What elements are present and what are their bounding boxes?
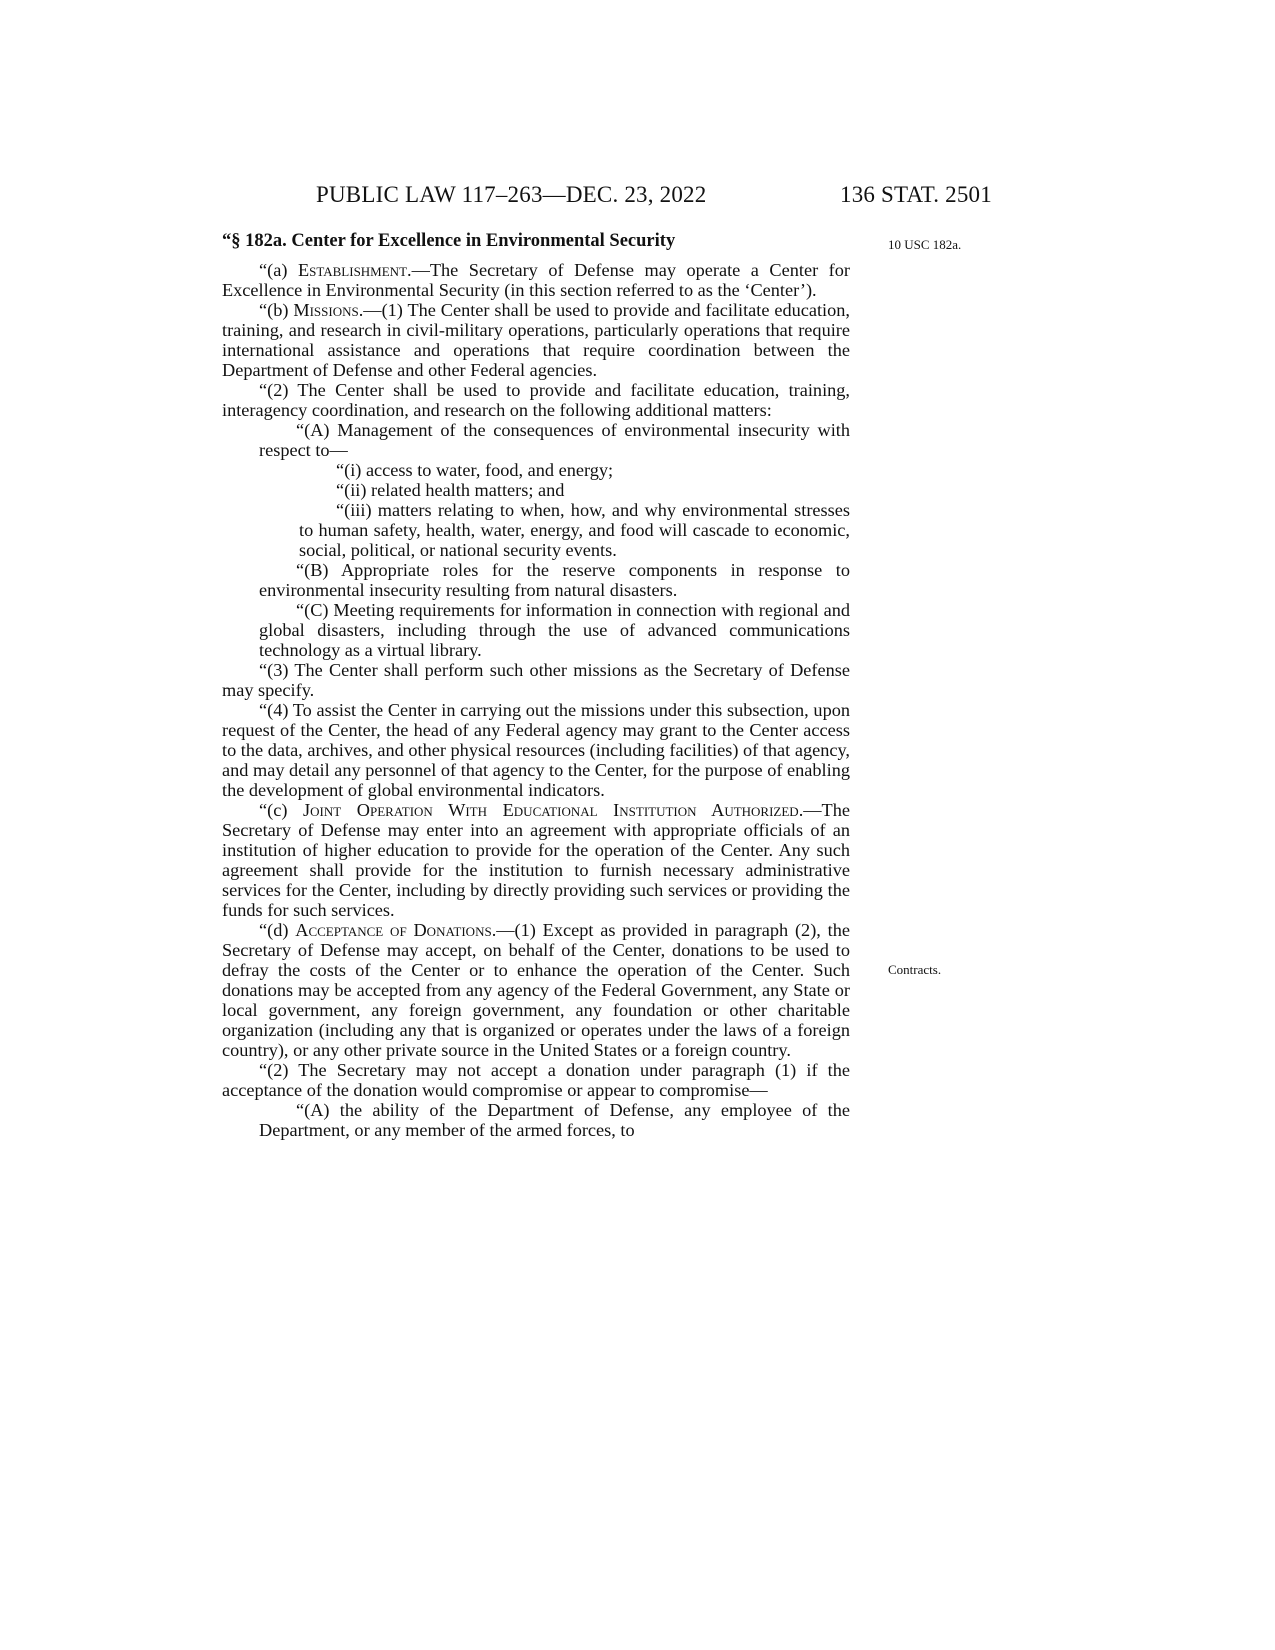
subparagraph-A: “(A) Management of the consequences of environmental insecurity with respect to— [259, 420, 850, 460]
paragraph-b-4: “(4) To assist the Center in carrying out the missions under this subsection, upon request of the Center, the head of any Federal agency may grant to the Center access to the data, archives, and other physical resources (including facilities) of that agency, and may detail any personnel of that agency to the Center, for the purpose of enabling the development of global environmental indicators. [222, 700, 850, 800]
subparagraph-B: “(B) Appropriate roles for the reserve components in response to environmental insecurity resulting from natural disasters. [259, 560, 850, 600]
paragraph-a: “(a) Establishment.—The Secretary of Defense may operate a Center for Excellence in Environmental Security (in this section referred to as the ‘Center’). [222, 260, 850, 300]
paragraph-b-1: “(b) Missions.—(1) The Center shall be used to provide and facilitate education, training, and research in civil-military operations, particularly operations that require international assistance and operations that require coordination between the Department of Defense and other Federal agencies. [222, 300, 850, 380]
paragraph-d-1: “(d) Acceptance of Donations.—(1) Except as provided in paragraph (2), the Secretary of Defense may accept, on behalf of the Center, donations to be used to defray the costs of the Center or to enhance the operation of the Center. Such donations may be accepted from any agency of the Federal Government, any State or local government, any foreign government, any foundation or other charitable organization (including any that is organized or operates under the laws of a foreign country), or any other private source in the United States or a foreign country. [222, 920, 850, 1060]
paragraph-d-2: “(2) The Secretary may not accept a donation under paragraph (1) if the acceptance of the donation would compromise or appear to compromise— [222, 1060, 850, 1100]
paragraph-d-2-A: “(A) the ability of the Department of Defense, any employee of the Department, or any member of the armed forces, to [259, 1100, 850, 1140]
statute-text [222, 260, 850, 1140]
paragraph-b-3: “(3) The Center shall perform such other missions as the Secretary of Defense may specify. [222, 660, 850, 700]
section-heading: “§ 182a. Center for Excellence in Environmental Security [222, 231, 676, 251]
margin-note-contracts: Contracts. [888, 962, 942, 977]
clause-i: “(i) access to water, food, and energy; [336, 460, 614, 480]
running-header-law: PUBLIC LAW 117–263—DEC. 23, 2022 [316, 182, 707, 207]
subparagraph-C: “(C) Meeting requirements for information in connection with regional and global disasters, including through the use of advanced communications technology as a virtual library. [259, 600, 850, 660]
clause-ii: “(ii) related health matters; and [336, 480, 565, 500]
clause-iii: “(iii) matters relating to when, how, and why environmental stresses to human safety, health, water, energy, and food will cascade to economic, social, political, or national security events. [299, 500, 850, 560]
paragraph-c: “(c) Joint Operation With Educational Institution Authorized.—The Secretary of Defense may enter into an agreement with appropriate officials of an institution of higher education to provide for the operation of the Center. Any such agreement shall provide for the institution to furnish necessary administrative services for the Center, including by directly providing such services or providing the funds for such services. [222, 800, 850, 920]
paragraph-b-2: “(2) The Center shall be used to provide and facilitate education, training, interagency coordination, and research on the following additional matters: [222, 380, 850, 420]
running-header-stat: 136 STAT. 2501 [840, 182, 992, 207]
margin-note-citation: 10 USC 182a. [888, 237, 962, 252]
